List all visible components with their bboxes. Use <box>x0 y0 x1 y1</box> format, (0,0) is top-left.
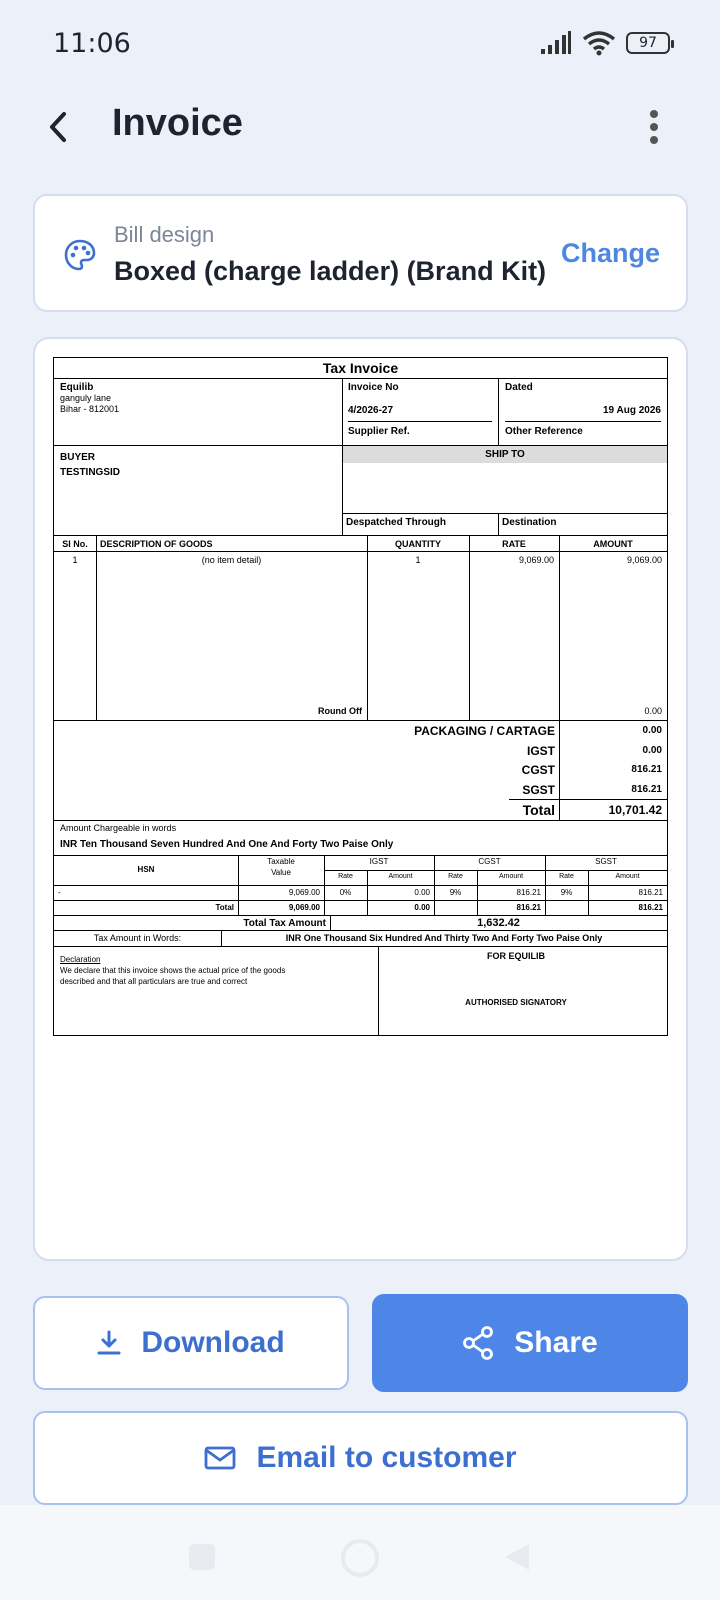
col-sl-no: SI No. <box>62 539 88 549</box>
email-label: Email to customer <box>256 1441 517 1474</box>
ship-to-label: SHIP TO <box>343 446 667 463</box>
tax-col-taxable-line2: Value <box>271 868 291 877</box>
signal-icon <box>540 31 572 55</box>
tax-subcol-cgst-amount: Amount <box>498 873 524 880</box>
declaration-line2: described and that all particulars are true and correct <box>60 977 248 986</box>
invoice-title: Tax Invoice <box>322 360 399 376</box>
col-description: DESCRIPTION OF GOODS <box>100 539 213 549</box>
charge-label-cgst: CGST <box>521 763 555 777</box>
invoice-no-value: 4/2026-27 <box>348 405 394 416</box>
dated-label: Dated <box>505 382 533 393</box>
tax-row-sgst-rate: 9% <box>560 888 573 897</box>
more-options-button[interactable] <box>634 102 674 152</box>
tax-row-igst-rate: 0% <box>339 888 352 897</box>
tax-row-cgst-amount: 816.21 <box>516 888 541 897</box>
seller-address-line1: ganguly lane <box>60 393 112 403</box>
mail-icon <box>204 1446 236 1470</box>
bill-design-label: Bill design <box>114 222 215 247</box>
download-label: Download <box>141 1326 285 1359</box>
total-tax-label: Total Tax Amount <box>243 918 326 929</box>
total-label: Total <box>522 802 555 818</box>
share-icon <box>462 1326 494 1360</box>
item-rate: 9,069.00 <box>518 555 554 565</box>
col-amount: AMOUNT <box>593 539 633 549</box>
charge-value-cgst: 816.21 <box>631 764 662 775</box>
battery-icon <box>626 32 670 54</box>
supplier-ref-label: Supplier Ref. <box>348 426 410 437</box>
amount-words-label: Amount Chargeable in words <box>60 823 177 833</box>
home-icon[interactable] <box>340 1538 380 1578</box>
col-quantity: QUANTITY <box>395 539 441 549</box>
tax-subcol-sgst-rate: Rate <box>559 873 574 880</box>
tax-subcol-igst-amount: Amount <box>388 873 413 880</box>
page-title: Invoice <box>112 102 243 144</box>
status-bar <box>0 0 720 90</box>
for-company-label: FOR EQUILIB <box>487 951 545 961</box>
tax-total-taxable: 9,069.00 <box>288 903 320 912</box>
invoice-no-label: Invoice No <box>348 382 399 393</box>
tax-subcol-igst-rate: Rate <box>338 873 353 880</box>
tax-col-cgst: CGST <box>478 857 501 866</box>
other-reference-label: Other Reference <box>505 426 583 437</box>
system-nav-bar <box>0 1505 720 1600</box>
destination-label: Destination <box>502 517 557 528</box>
invoice-document <box>53 357 668 1036</box>
back-nav-icon[interactable] <box>503 1542 533 1572</box>
item-description: (no item detail) <box>201 555 262 565</box>
tax-total-igst: 0.00 <box>414 903 430 912</box>
round-off-label: Round Off <box>318 706 362 716</box>
bill-design-card <box>33 194 688 312</box>
col-rate: RATE <box>502 539 526 549</box>
tax-words-label: Tax Amount in Words: <box>93 933 182 943</box>
tax-row-sgst-amount: 816.21 <box>638 888 663 897</box>
charge-value-packaging: 0.00 <box>642 725 662 736</box>
seller-address-line2: Bihar - 812001 <box>60 404 120 414</box>
charge-value-igst: 0.00 <box>642 745 662 756</box>
round-off-value: 0.00 <box>644 706 662 716</box>
buyer-label: BUYER <box>60 452 96 463</box>
battery-level: 97 <box>639 35 657 51</box>
item-amount: 9,069.00 <box>626 555 662 565</box>
seller-name: Equilib <box>60 382 94 393</box>
tax-row-cgst-rate: 9% <box>449 888 462 897</box>
total-value: 10,701.42 <box>608 803 662 817</box>
item-quantity: 1 <box>415 555 421 565</box>
declaration-label: Declaration <box>60 955 101 964</box>
charge-label-igst: IGST <box>526 744 555 758</box>
share-button[interactable] <box>372 1294 688 1392</box>
despatched-through-label: Despatched Through <box>346 517 447 528</box>
tax-subcol-cgst-rate: Rate <box>448 873 463 880</box>
tax-row-taxable: 9,069.00 <box>288 888 320 897</box>
amount-words-value: INR Ten Thousand Seven Hundred And One And Forty Two Paise Only <box>60 839 394 850</box>
tax-row-igst-amount: 0.00 <box>414 888 430 897</box>
recents-icon[interactable] <box>187 1542 217 1572</box>
more-vert-icon <box>648 109 660 145</box>
buyer-name: TESTINGSID <box>60 467 121 478</box>
tax-col-sgst: SGST <box>595 857 617 866</box>
charge-value-sgst: 816.21 <box>631 784 662 795</box>
back-arrow-icon <box>46 110 70 144</box>
status-time: 11:06 <box>53 28 131 59</box>
tax-total-sgst: 816.21 <box>638 903 663 912</box>
declaration-line1: We declare that this invoice shows the actual price of the goods <box>60 966 286 975</box>
tax-total-label: Total <box>215 903 234 912</box>
share-label: Share <box>514 1326 598 1359</box>
total-tax-value: 1,632.42 <box>477 917 520 929</box>
app-bar <box>0 92 720 166</box>
charge-label-sgst: SGST <box>522 783 555 797</box>
tax-subcol-sgst-amount: Amount <box>615 873 640 880</box>
dated-value: 19 Aug 2026 <box>603 405 661 416</box>
back-button[interactable] <box>36 100 80 154</box>
item-sl: 1 <box>72 555 78 565</box>
tax-row-hsn: - <box>58 888 61 897</box>
download-icon <box>97 1330 121 1356</box>
tax-col-taxable-line1: Taxable <box>267 857 295 866</box>
palette-icon <box>63 238 97 272</box>
bill-design-value: Boxed (charge ladder) (Brand Kit) <box>114 256 547 286</box>
change-design-button[interactable]: Change <box>560 238 660 268</box>
wifi-icon <box>582 30 616 56</box>
charge-label-packaging: PACKAGING / CARTAGE <box>414 724 555 738</box>
status-icons <box>540 30 670 56</box>
tax-words-value: INR One Thousand Six Hundred And Thirty Two And Forty Two Paise Only <box>285 933 603 943</box>
download-button[interactable] <box>33 1296 349 1390</box>
tax-col-hsn: HSN <box>137 865 155 874</box>
tax-col-igst: IGST <box>369 857 389 866</box>
tax-total-cgst: 816.21 <box>516 903 541 912</box>
email-customer-button[interactable] <box>33 1411 688 1505</box>
authorised-signatory-label: AUTHORISED SIGNATORY <box>465 998 567 1007</box>
